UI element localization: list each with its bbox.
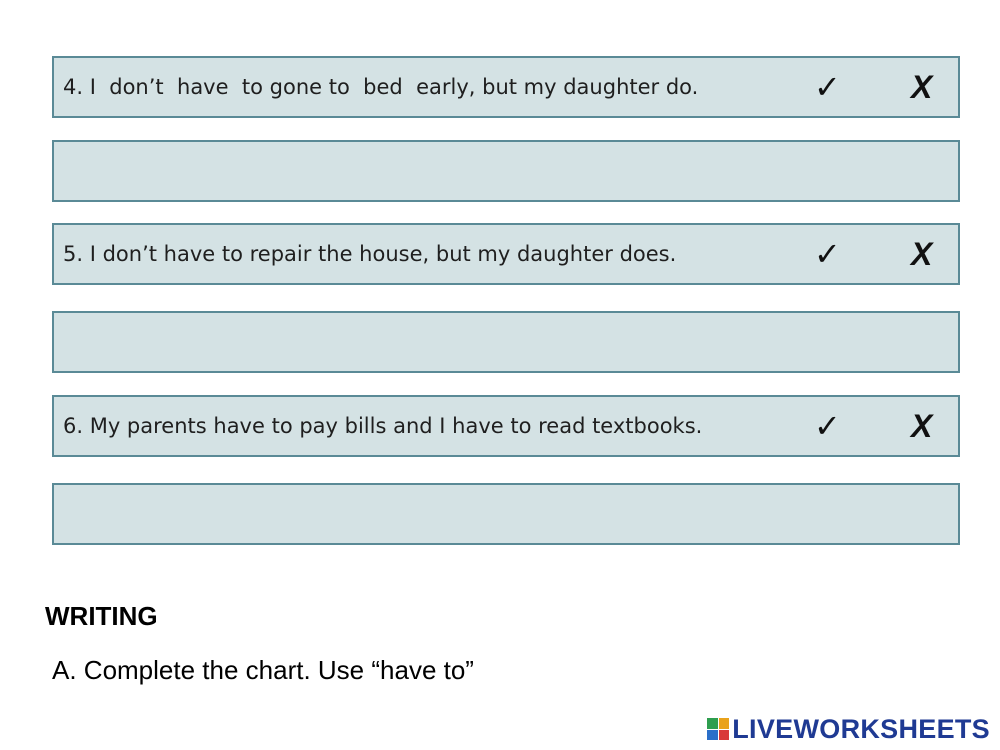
- question-text-6: 6. My parents have to pay bills and I have to read textbooks.: [63, 414, 703, 438]
- question-row-5: [52, 223, 960, 285]
- check-mark-button-6[interactable]: ✓: [814, 407, 841, 445]
- question-row-4: [52, 56, 960, 118]
- section-heading: WRITING: [45, 601, 158, 631]
- question-row-6: [52, 395, 960, 457]
- liveworksheets-brand: [707, 714, 990, 744]
- answer-field-6[interactable]: [52, 483, 960, 545]
- answer-field-5[interactable]: [52, 311, 960, 373]
- section-instruction: A. Complete the chart. Use “have to”: [52, 655, 474, 685]
- liveworksheets-logo-icon: [707, 718, 729, 740]
- check-mark-button-5[interactable]: ✓: [814, 235, 841, 273]
- check-mark-button-4[interactable]: ✓: [814, 68, 841, 106]
- answer-field-4[interactable]: [52, 140, 960, 202]
- question-text-5: 5. I don’t have to repair the house, but my daughter does.: [63, 242, 677, 266]
- cross-mark-button-5[interactable]: X: [911, 236, 933, 272]
- question-text-4: 4. I don’t have to gone to bed early, but my daughter do.: [63, 75, 699, 99]
- cross-mark-button-4[interactable]: X: [911, 69, 933, 105]
- cross-mark-button-6[interactable]: X: [911, 408, 933, 444]
- brand-name: LIVEWORKSHEETS: [732, 713, 990, 744]
